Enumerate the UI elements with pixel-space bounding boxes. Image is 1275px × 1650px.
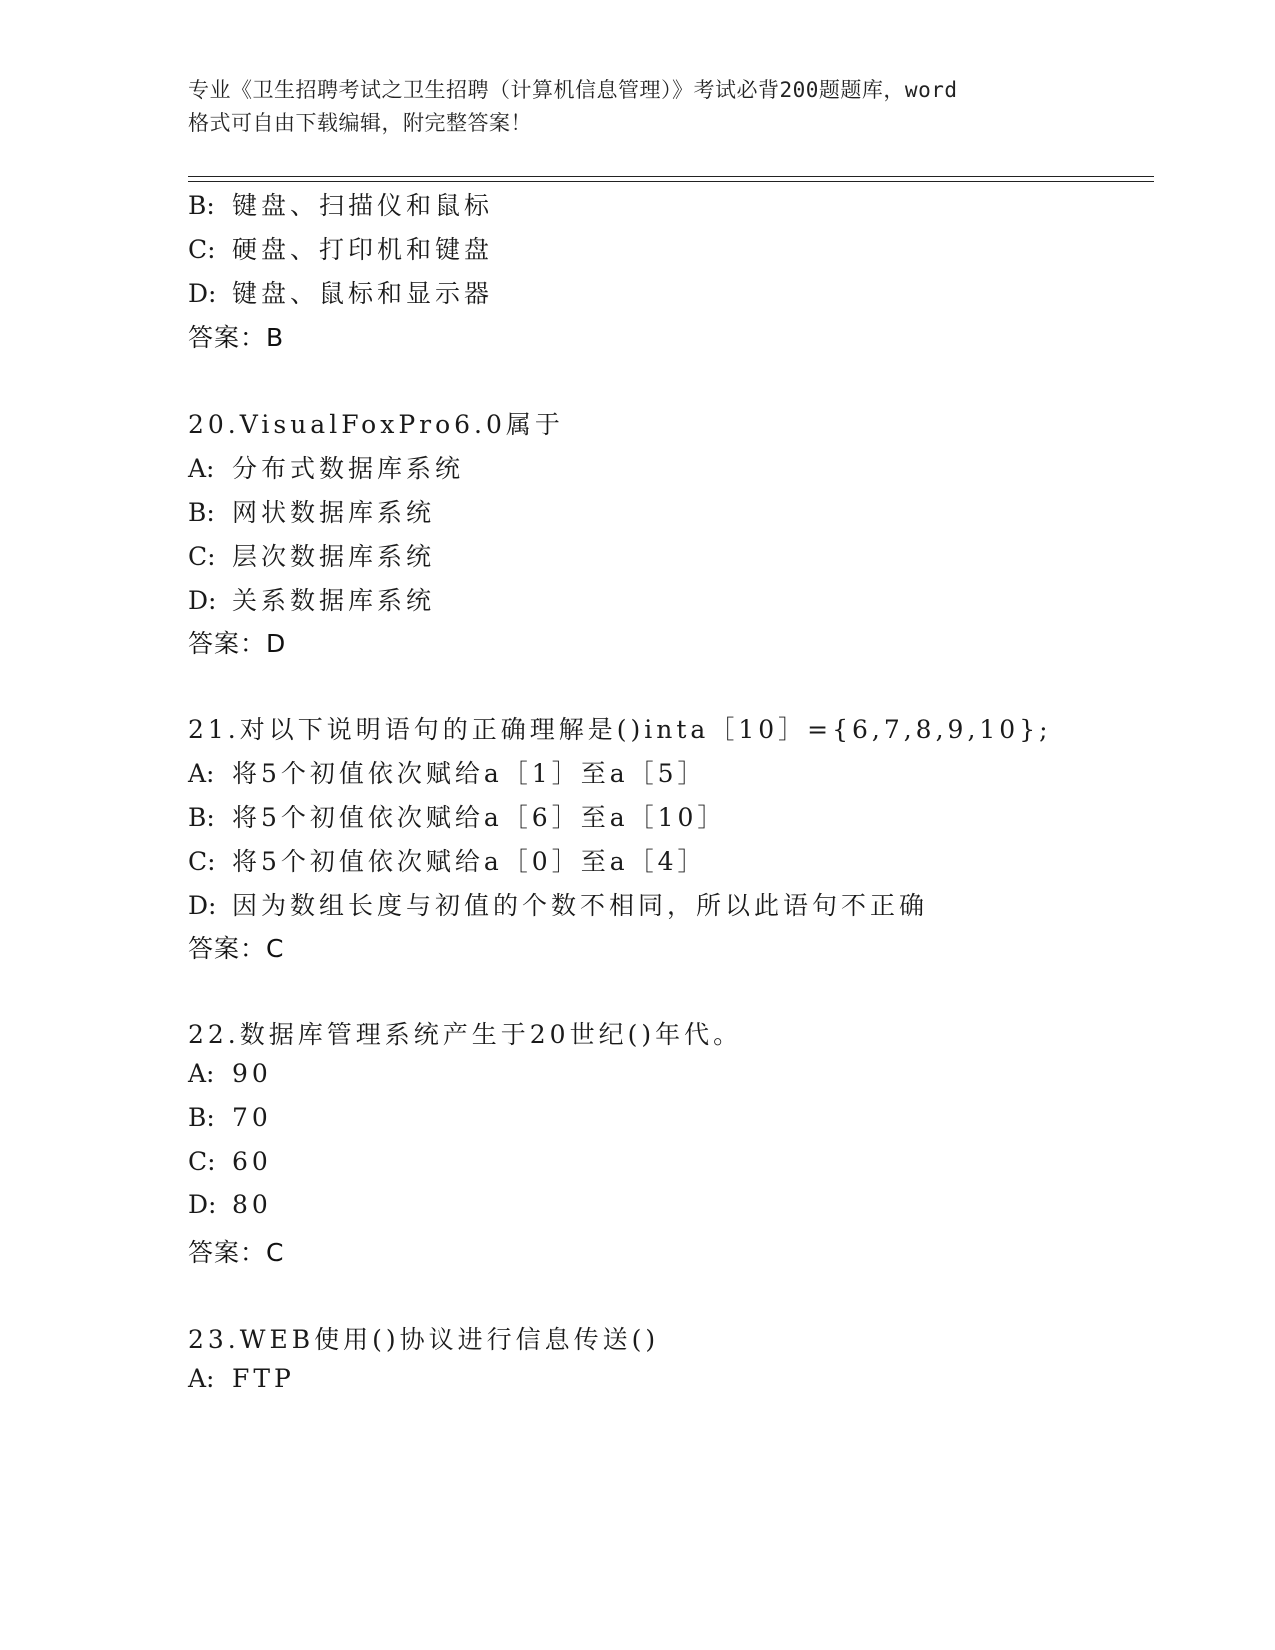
option-line xyxy=(188,1364,295,1393)
option-label: B: xyxy=(188,191,215,220)
option-line xyxy=(188,842,707,878)
option-line xyxy=(188,754,707,790)
answer-line: 答案：C xyxy=(188,934,285,963)
option-text: 将5个初值依次赋给a［0］至a［4］ xyxy=(232,847,707,876)
answer-line: 答案：B xyxy=(188,323,285,352)
question-stem: 23.WEB使用()协议进行信息传送() xyxy=(188,1325,660,1354)
option-label: C: xyxy=(188,1147,216,1176)
option-line xyxy=(188,581,435,617)
option-label: D: xyxy=(188,891,217,920)
option-label: A: xyxy=(188,1364,215,1393)
option-text: 分布式数据库系统 xyxy=(232,454,465,483)
question-stem: 20.VisualFoxPro6.0属于 xyxy=(188,410,564,439)
option-label: D: xyxy=(188,279,217,308)
option-line xyxy=(188,274,493,310)
option-label: B: xyxy=(188,498,215,527)
option-label: B: xyxy=(188,1103,215,1132)
option-line xyxy=(188,798,726,834)
option-label: C: xyxy=(188,847,216,876)
option-line xyxy=(188,230,493,266)
question-stem: 22.数据库管理系统产生于20世纪()年代。 xyxy=(188,1020,743,1049)
option-text: 键盘、扫描仪和鼠标 xyxy=(232,191,494,220)
option-label: B: xyxy=(188,803,215,832)
option-text: 80 xyxy=(232,1190,272,1219)
option-text: 将5个初值依次赋给a［6］至a［10］ xyxy=(232,803,727,832)
option-text: 层次数据库系统 xyxy=(232,542,436,571)
option-text: 70 xyxy=(232,1103,272,1132)
option-line xyxy=(188,1059,272,1088)
header-rule-bottom xyxy=(188,181,1154,182)
header-line-2: 格式可自由下载编辑，附完整答案！ xyxy=(188,111,532,135)
option-text: FTP xyxy=(232,1364,295,1393)
option-label: A: xyxy=(188,759,215,788)
option-label: A: xyxy=(188,454,215,483)
option-text: 90 xyxy=(232,1059,272,1088)
option-line xyxy=(188,449,464,485)
option-line xyxy=(188,493,435,529)
option-line xyxy=(188,886,928,922)
option-label: C: xyxy=(188,235,216,264)
option-line xyxy=(188,537,435,573)
option-label: D: xyxy=(188,1190,217,1219)
answer-line: 答案：D xyxy=(188,629,287,658)
option-label: C: xyxy=(188,542,216,571)
option-line xyxy=(188,1103,272,1132)
header-rule-top xyxy=(188,176,1154,177)
option-label: D: xyxy=(188,586,217,615)
option-line xyxy=(188,186,493,222)
option-text: 关系数据库系统 xyxy=(232,586,436,615)
option-text: 网状数据库系统 xyxy=(232,498,436,527)
option-text: 将5个初值依次赋给a［1］至a［5］ xyxy=(232,759,707,788)
document-header xyxy=(188,74,1088,140)
option-text: 硬盘、打印机和键盘 xyxy=(232,235,494,264)
option-label: A: xyxy=(188,1059,215,1088)
option-line xyxy=(188,1147,272,1176)
header-line-1: 专业《卫生招聘考试之卫生招聘（计算机信息管理）》考试必背200题题库，word xyxy=(188,78,958,102)
option-text: 因为数组长度与初值的个数不相同，所以此语句不正确 xyxy=(232,891,929,920)
answer-line: 答案：C xyxy=(188,1238,285,1267)
option-line xyxy=(188,1190,272,1219)
question-stem: 21.对以下说明语句的正确理解是()inta［10］={6,7,8,9,10}; xyxy=(188,715,1052,744)
option-text: 60 xyxy=(232,1147,272,1176)
option-text: 键盘、鼠标和显示器 xyxy=(232,279,494,308)
